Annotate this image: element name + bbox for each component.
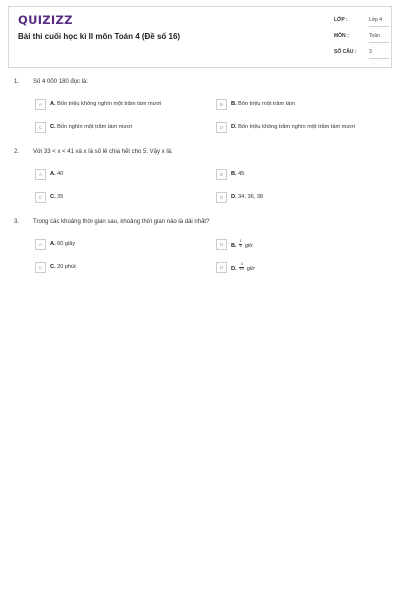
option-prefix: A. <box>50 101 56 107</box>
option-prefix: B. <box>231 171 237 177</box>
option-letter-box: B <box>216 99 227 110</box>
fraction <box>239 263 244 272</box>
option-letter-box: C <box>35 122 46 133</box>
option-label: 45 <box>238 171 245 177</box>
option-label: Bốn triệu không nghìn một trăm tám mươi <box>57 101 162 107</box>
option-prefix: B. <box>231 242 237 249</box>
meta-value-count: 3 <box>369 49 389 59</box>
option-prefix: A. <box>50 241 56 247</box>
meta-value-class: Lớp 4 <box>369 17 389 27</box>
option-text <box>231 194 263 200</box>
meta-row-class <box>334 17 390 33</box>
question-2-number: 2. <box>14 149 20 155</box>
option-label: 34, 36, 38 <box>238 194 264 200</box>
option-letter-box: D <box>216 192 227 203</box>
option-label: 20 phút <box>57 264 76 270</box>
fraction <box>239 240 242 249</box>
option-label: 60 giây <box>57 241 76 247</box>
option-prefix: D. <box>231 124 237 130</box>
option-label: giờ <box>244 242 253 249</box>
meta-key-class: LỚP : <box>334 17 348 23</box>
option-label: Bốn triệu một trăm tám <box>238 101 296 107</box>
fraction-numerator: 3 <box>240 262 243 266</box>
option-text <box>231 264 255 273</box>
meta-block <box>334 17 390 65</box>
option-letter-box: A <box>35 239 46 250</box>
option-text <box>231 241 253 250</box>
question-1-text: Số 4 000 180 đọc là: <box>33 79 89 85</box>
option-text <box>50 241 75 247</box>
fraction-numerator: 1 <box>239 239 242 243</box>
meta-key-count: SỐ CÂU : <box>334 49 357 55</box>
option-prefix: B. <box>231 101 237 107</box>
option-letter-box: C <box>35 262 46 273</box>
quizizz-logo: QUIZIZZ <box>18 13 73 27</box>
worksheet-title: Bài thi cuối học kì II môn Toán 4 (Đề số 16) <box>18 32 181 41</box>
option-label: 40 <box>57 171 64 177</box>
meta-row-subject <box>334 33 390 49</box>
option-text <box>50 171 63 177</box>
option-text <box>50 124 132 130</box>
option-label: Bốn triệu không trăm nghìn một trăm tám mươi <box>238 124 356 130</box>
question-3-text: Trong các khoảng thời gian sau, khoảng thời gian nào là dài nhất? <box>33 219 210 225</box>
option-label: giờ <box>246 265 255 272</box>
meta-key-subject: MÔN : <box>334 33 349 39</box>
option-text <box>50 194 63 200</box>
option-prefix: D. <box>231 194 237 200</box>
option-letter-box: D <box>216 262 227 273</box>
question-2-text: Với 33 < x < 41 và x là số lẻ chia hết cho 5. Vậy x là: <box>33 149 173 155</box>
question-3-number: 3. <box>14 219 20 225</box>
meta-value-subject: Toán <box>369 33 389 43</box>
option-label: 35 <box>57 194 64 200</box>
meta-row-count <box>334 49 390 65</box>
option-prefix: D. <box>231 265 237 272</box>
option-text <box>231 171 244 177</box>
worksheet-header <box>8 6 392 68</box>
option-letter-box: C <box>35 192 46 203</box>
option-text <box>231 101 295 107</box>
fraction-denominator: 6 <box>239 243 242 248</box>
option-label: Bốn nghìn một trăm tám mươi <box>57 124 133 130</box>
option-text <box>50 264 76 270</box>
option-prefix: C. <box>50 194 56 200</box>
option-letter-box: B <box>216 239 227 250</box>
option-text <box>50 101 161 107</box>
option-letter-box: A <box>35 99 46 110</box>
option-prefix: C. <box>50 124 56 130</box>
fraction-denominator: 15 <box>239 266 244 271</box>
option-letter-box: D <box>216 122 227 133</box>
option-prefix: C. <box>50 264 56 270</box>
option-prefix: A. <box>50 171 56 177</box>
option-letter-box: B <box>216 169 227 180</box>
option-text <box>231 124 355 130</box>
question-1-number: 1. <box>14 79 20 85</box>
option-letter-box: A <box>35 169 46 180</box>
